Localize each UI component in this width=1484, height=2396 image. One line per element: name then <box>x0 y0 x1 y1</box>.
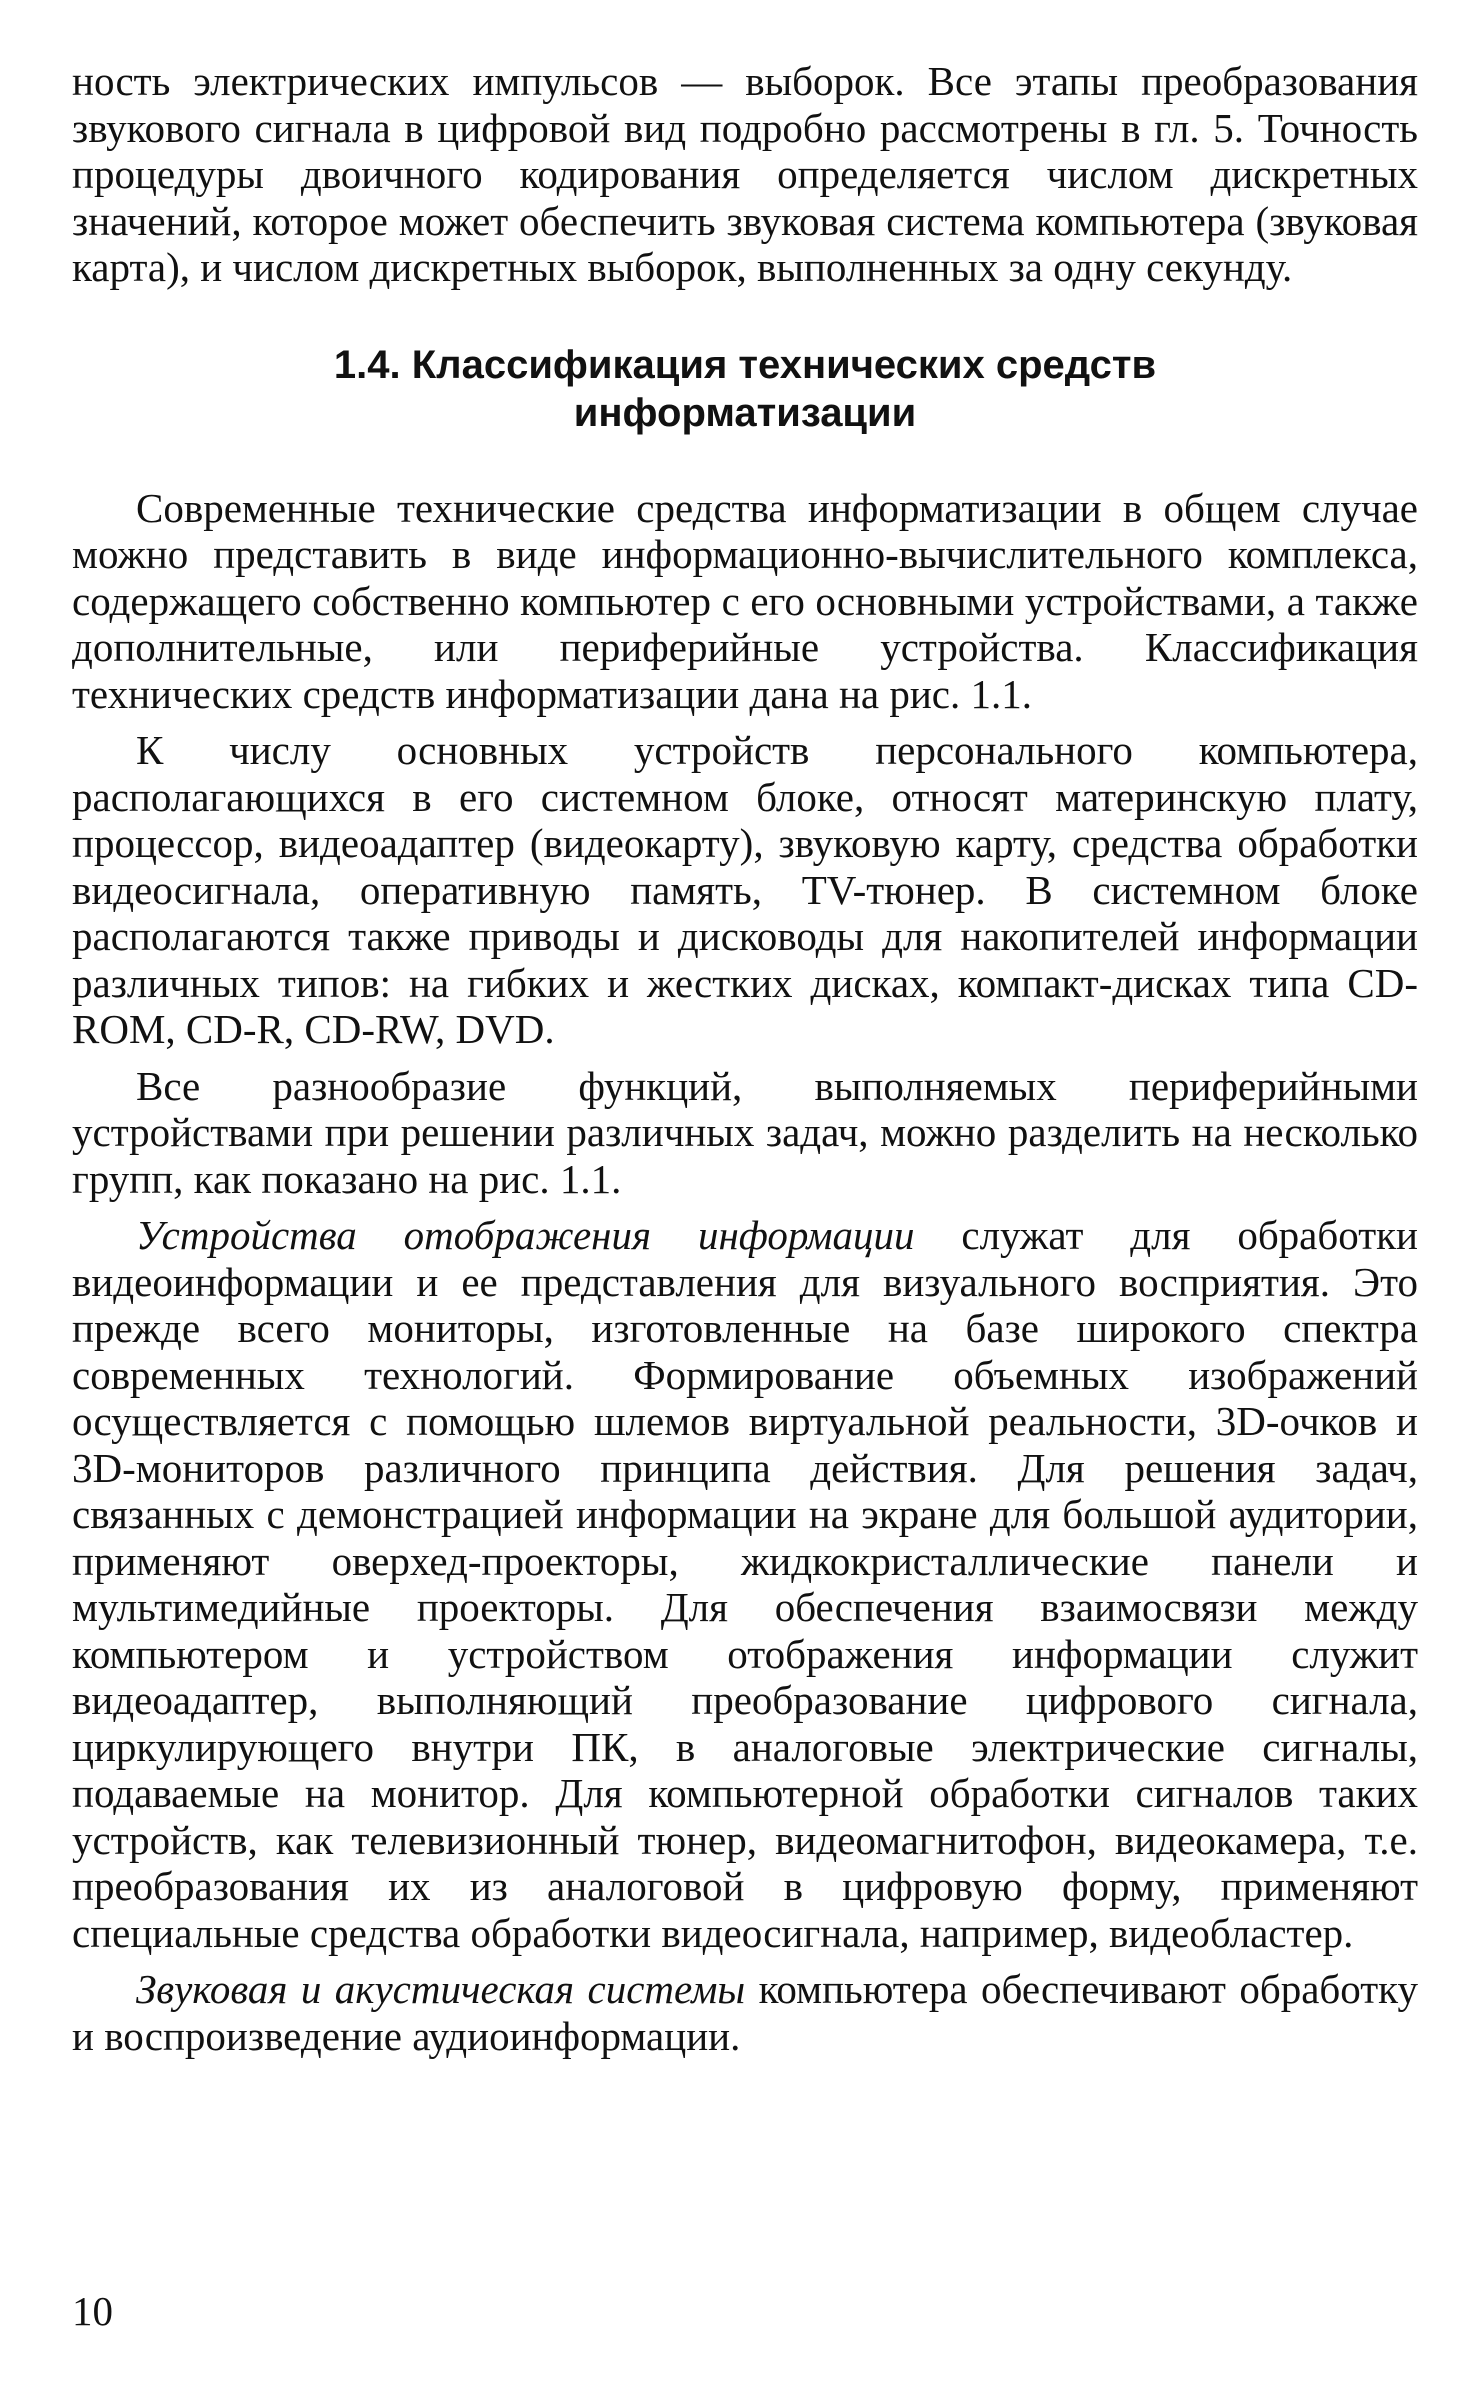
display-devices-text: служат для обработки видеоинформации и ее представления для визуального восприятия. Это прежде всего мониторы, изготовленные на базе широкого спектра современных технологий. Формирование объемных изображений осуществляется с помощью шлемов виртуальной реальности, 3D-очков и 3D-мониторов различного принципа действия. Для решения задач, связанных с демонстрацией информации на экране для большой аудитории, применяют оверхед-проекторы, жидкокристаллические панели и мультимедийные проекторы. Для обеспечения взаимосвязи между компьютером и устройством отображения информации служит видеоадаптер, выполняющий преобразование цифрового сигнала, циркулирующего внутри ПК, в аналоговые электрические сигналы, подаваемые на монитор. Для компьютерной обработки сигналов таких устройств, как телевизионный тюнер, видеомагнитофон, видеокамера, т.е. преобразования их из аналоговой в цифровую форму, применяют специальные средства обработки видеосигнала, например, видеобластер. <box>72 1212 1418 1956</box>
section-heading-line-1: 1.4. Классификация технических средств <box>333 342 1157 387</box>
audio-systems-term: Звуковая и акустическая системы <box>136 1966 746 2012</box>
paragraph-audio-systems <box>72 1966 1418 2059</box>
section-heading <box>72 341 1418 437</box>
section-heading-line-2: информатизации <box>573 390 917 435</box>
page-number: 10 <box>72 2288 113 2334</box>
page-content <box>72 58 1418 2059</box>
audio-systems-text: компьютера обеспечивают обработку и воспроизведение аудиоинформации. <box>72 1966 1418 2059</box>
paragraph-display-devices <box>72 1212 1418 1956</box>
intro-paragraph: ность электрических импульсов — выборок. Все этапы преобразования звукового сигнала в цифровой вид подробно рассмотрены в гл. 5. Точность процедуры двоичного кодирования определяется числом дискретных значений, которое может обеспечить звуковая система компьютера (звуковая карта), и числом дискретных выборок, выполненных за одну секунду. <box>72 58 1418 290</box>
display-devices-term: Устройства отображения информации <box>136 1212 915 1258</box>
paragraph-overview: Современные технические средства информатизации в общем случае можно представить в виде информационно-вычислительного комплекса, содержащего собственно компьютер с его основными устройствами, а также дополнительные, или периферийные устройства. Классификация технических средств информатизации дана на рис. 1.1. <box>72 484 1418 717</box>
paragraph-peripheral-groups: Все разнообразие функций, выполняемых периферийными устройствами при решении различных задач, можно разделить на несколько групп, как показано на рис. 1.1. <box>72 1062 1418 1202</box>
paragraph-main-devices: К числу основных устройств персонального компьютера, располагающихся в его системном блоке, относят материнскую плату, процессор, видеоадаптер (видеокарту), звуковую карту, средства обработки видеосигнала, оперативную память, TV-тюнер. В системном блоке располагаются также приводы и дисководы для накопителей информации различных типов: на гибких и жестких дисках, компакт-дисках типа CD-ROM, CD-R, CD-RW, DVD. <box>72 727 1418 1052</box>
